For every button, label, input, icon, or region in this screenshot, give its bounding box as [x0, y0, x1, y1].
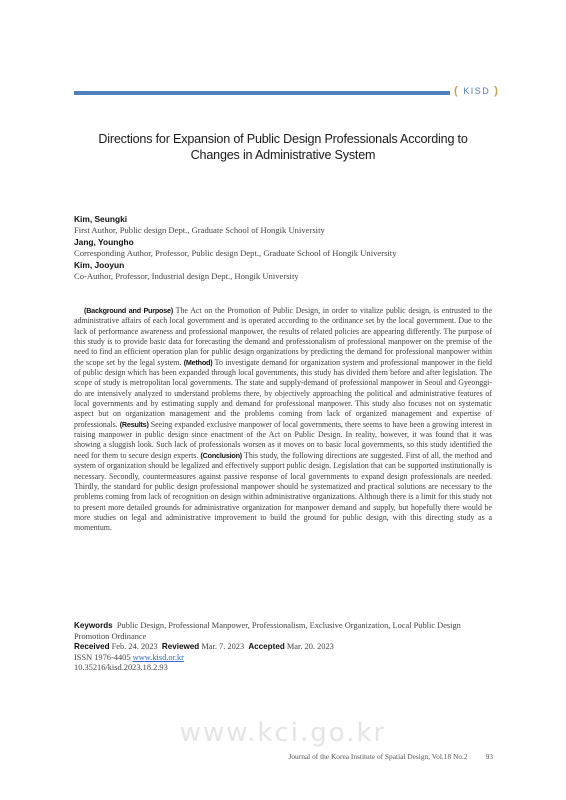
- accepted-label: Accepted: [248, 642, 285, 652]
- reviewed-label: Reviewed: [161, 642, 200, 652]
- received-date: Feb. 24. 2023: [111, 642, 158, 652]
- abstract-conclusion-label: (Conclusion): [200, 450, 243, 460]
- keywords-label: Keywords: [74, 621, 113, 630]
- abstract-background-label: (Background and Purpose): [84, 306, 174, 315]
- journal-name: Journal of the Korea Institute of Spatial Design, Vol.18 No.2: [288, 752, 468, 761]
- reviewed-date: Mar. 7. 2023: [201, 642, 245, 652]
- article-meta: [74, 621, 494, 674]
- author-affiliation: Co-Author, Professor, Industrial design Dept., Hongik University: [74, 271, 299, 281]
- abstract-method-text: To investigate demand for organization system and professional manpower in the field of public design which has been expanded through local governments, this study has divided them before and after legislation. The scope of study is metropolitan local governments. The state and supply-demand of professional manpower in Seoul and Gyeonggi-do are intensively analyzed to understand problems there, by objectively approaching the political and administrative features of local governments and by estimating supply and demand for professional manpower. This study also focuses not on systematic aspect but on organization management and the problems coming from lack of organized management and expertise of professionals.: [74, 357, 492, 429]
- logo-text: KISD: [463, 86, 491, 96]
- dates-line: [74, 642, 494, 653]
- accepted-date: Mar. 20. 2023: [286, 642, 334, 652]
- logo-close-bracket: ): [494, 85, 500, 97]
- website-link[interactable]: www.kisd.or.kr: [132, 652, 184, 662]
- issn-line: [74, 653, 494, 664]
- paper-title: Directions for Expansion of Public Design Professionals According to Changes in Administrative System: [98, 132, 468, 162]
- page-footer: [288, 752, 493, 761]
- author-name: Kim, Seungki: [74, 214, 128, 224]
- author-affiliation: Corresponding Author, Professor, Public design Dept., Graduate School of Hongik University: [74, 248, 397, 258]
- kisd-logo: [454, 85, 499, 97]
- abstract-results-label: (Results): [119, 419, 149, 429]
- author-name: Jang, Youngho: [74, 237, 134, 247]
- logo-open-bracket: (: [454, 85, 460, 97]
- watermark: www.kci.go.kr: [179, 718, 387, 748]
- abstract-background-text: The Act on the Promotion of Public Design, in order to vitalize public design, is entrusted to the administrative affairs of each local government and is operated according to the ordinance set by the local government. Due to the lack of performance awareness and professional manpower, the results of related policies are appearing differently. The purpose of this study is to provide basic data for forecasting the demand and professionalism of professional manpower on the premise of the need to find an efficient operation plan for public design organizations by predicting the demand for professional manpower within the scope set by the legal system.: [74, 306, 492, 367]
- page-number: 93: [485, 752, 493, 761]
- abstract-method-label: (Method): [183, 357, 213, 367]
- abstract-conclusion-text: This study, the following directions are suggested. First of all, the method and system of organization should be legalized and effectively support public design. Legislation that can be supported institutionally is necessary. Secondly, countermeasures against passive response of local governments to expand design professionals are needed. Thirdly, the standard for public design professional manpower should be systematized and practical solutions are necessary to the problems coming from lack of recognition on design within administrative organizations. Although there is a limit for this study not to present more detailed grounds for administrative organization for manpower demand and supply, but hopefully there would be more studies on legal and administrative improvement to build the ground for public design, with this directing study as a momentum.: [74, 450, 492, 533]
- received-label: Received: [74, 642, 110, 652]
- author-name: Kim, Jooyun: [74, 260, 125, 270]
- doi: 10.35216/kisd.2023.18.2.93: [74, 663, 168, 673]
- abstract-results-text: Seeing expanded exclusive manpower of local governments, there seems to have been a growing interest in raising manpower in public design since enactment of the Act on Public Design. In reality, however, it was found that it was showing a sluggish look. Such lack of professionals worsen as it moves on to basic local governments, so this study identified the need for them to secure design experts.: [74, 419, 492, 460]
- keywords-line: [74, 621, 494, 642]
- keywords-text: Public Design, Professional Manpower, Professionalism, Exclusive Organization, Local Public Design Promotion Ordinance: [74, 621, 461, 641]
- issn: ISSN 1976-4405: [74, 652, 131, 662]
- abstract: [74, 306, 492, 534]
- header-rule: [74, 91, 450, 95]
- author-affiliation: First Author, Public design Dept., Graduate School of Hongik University: [74, 225, 325, 235]
- author-list: [74, 214, 494, 283]
